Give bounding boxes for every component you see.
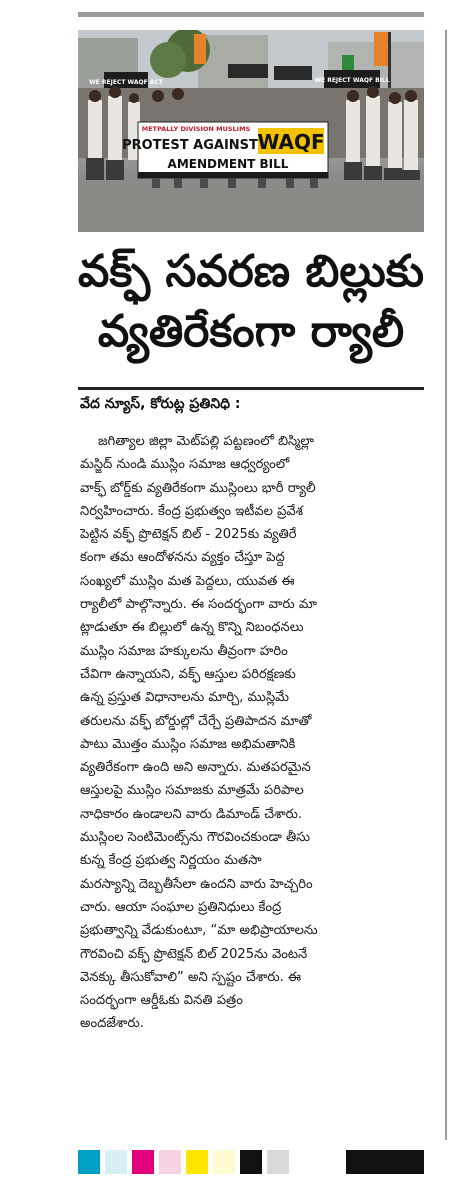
svg-text:PROTEST AGAINST: PROTEST AGAINST	[122, 138, 258, 153]
column-rule	[445, 30, 447, 1140]
body-line: అందజేశారు.	[80, 1016, 144, 1032]
body-line: కున్న కేంద్ర ప్రభుత్వ నిర్ణయం మతసా	[80, 853, 262, 869]
color-swatch	[78, 1150, 100, 1174]
body-line: నాధికారం ఉండాలని వారు డిమాండ్ చేశారు.	[80, 806, 303, 822]
body-line: పాటు మొత్తం ముస్లిం సమాజ అభిమతానికి	[80, 736, 296, 752]
body-line: చేవిగా ఉన్నాయని, వక్ఫ్ ఆస్తుల పరిరక్షణకు	[80, 666, 296, 682]
color-swatch	[132, 1150, 154, 1174]
svg-text:AMENDMENT BILL: AMENDMENT BILL	[167, 157, 289, 171]
news-photo	[78, 30, 424, 232]
body-line: జగిత్యాల జిల్లా మెట్‌పల్లి పట్టణంలో బిస్మిల్లా	[98, 434, 315, 449]
byline: వేద న్యూస్, కోరుట్ల ప్రతినిధి :	[80, 396, 241, 412]
headline-line-2: వ్యతిరేకంగా ర్యాలీ	[97, 306, 405, 357]
body-line: నిర్వహించారు. కేంద్ర ప్రభుత్వం ఇటీవల ప్రవేశ	[80, 503, 303, 519]
color-swatch	[240, 1150, 262, 1174]
body-line: సందర్భంగా ఆర్డీఓకు వినతి పత్రం	[80, 993, 243, 1009]
top-rule	[78, 12, 424, 17]
body-line: చారు. ఆయా సంఘాల ప్రతినిధులు కేంద్ర	[80, 899, 282, 915]
color-swatch	[159, 1150, 181, 1174]
placard-mid	[314, 70, 389, 88]
color-swatch	[105, 1150, 127, 1174]
svg-text:WAQF: WAQF	[257, 130, 325, 154]
body-line: వ్యతిరేకంగా ఉంది అని అన్నారు. మతపరమైన	[80, 760, 311, 776]
headline	[78, 242, 424, 362]
color-swatch	[186, 1150, 208, 1174]
body-line: మరస్యాన్ని దెబ్బతీసేలా ఉందని వారు హెచ్చరిం	[80, 876, 313, 892]
color-swatch	[267, 1150, 289, 1174]
body-line: తరులను వక్ఫ్ బోర్డుల్లో చేర్చే ప్రతిపాదన మాతో	[80, 713, 312, 729]
svg-text:WE REJECT WAQF ACT: WE REJECT WAQF ACT	[89, 79, 163, 86]
body-line: ట్లాడుతూ ఈ బిల్లులో ఉన్న కొన్ని నిబంధనలు	[80, 620, 304, 636]
headline-line-1: వక్ఫ్ సవరణ బిల్లుకు	[78, 246, 424, 297]
article-body	[80, 430, 424, 1036]
body-line: ప్రభుత్వాన్ని వేడుకుంటూ, “మా అభిప్రాయాలను	[80, 923, 318, 939]
body-line: ముస్లిం సమాజ హక్కులను తీవ్రంగా హరిం	[80, 643, 288, 659]
byline-rule	[78, 387, 424, 390]
body-line: ముస్లింల సెంటిమెంట్స్‌ను గౌరవించకుండా తీసు	[80, 830, 311, 846]
svg-text:METPALLY DIVISION MUSLIMS: METPALLY DIVISION MUSLIMS	[141, 125, 251, 133]
body-line: ర్యాలీలో పాల్గొన్నారు. ఈ సందర్భంగా వారు మా	[80, 597, 317, 613]
body-line: మస్జిద్ నుండి ముస్లిం సమాజ ఆధ్వర్యంలో	[80, 457, 290, 473]
body-line: వాక్ఫ్ బోర్డ్‌కు వ్యతిరేకంగా ముస్లింలు భారీ ర్యాలీ	[80, 480, 316, 496]
body-line: పెట్టిన వక్ఫ్ ప్రొటెక్షన్ బిల్ - 2025కు వ్యతిరే	[80, 527, 297, 543]
svg-text:WE REJECT WAQF BILL: WE REJECT WAQF BILL	[314, 77, 390, 84]
body-line: కంగా తమ ఆందోళనను వ్యక్తం చేస్తూ పెద్ద	[80, 550, 285, 566]
body-line: ఆస్తులపై ముస్లిం సమాజకు మాత్రమే పరిపాల	[80, 783, 304, 799]
print-color-bar-end	[346, 1150, 424, 1174]
print-color-bar	[78, 1150, 294, 1174]
body-line: వెనక్కు తీసుకోవాలి” అని స్పష్టం చేశారు. ఈ	[80, 969, 302, 985]
body-line: గౌరవించి వక్ఫ్ ప్రొటెక్షన్ బిల్ 2025ను వెంటనే	[80, 946, 308, 962]
body-line: సంఖ్యలో ముస్లిం మత పెద్దలు, యువత ఈ	[80, 573, 295, 589]
body-line: ఉన్న ప్రస్తుత విధానాలను మార్చి, ముస్లిమే	[80, 690, 289, 706]
protest-banner	[122, 122, 328, 178]
color-swatch	[213, 1150, 235, 1174]
